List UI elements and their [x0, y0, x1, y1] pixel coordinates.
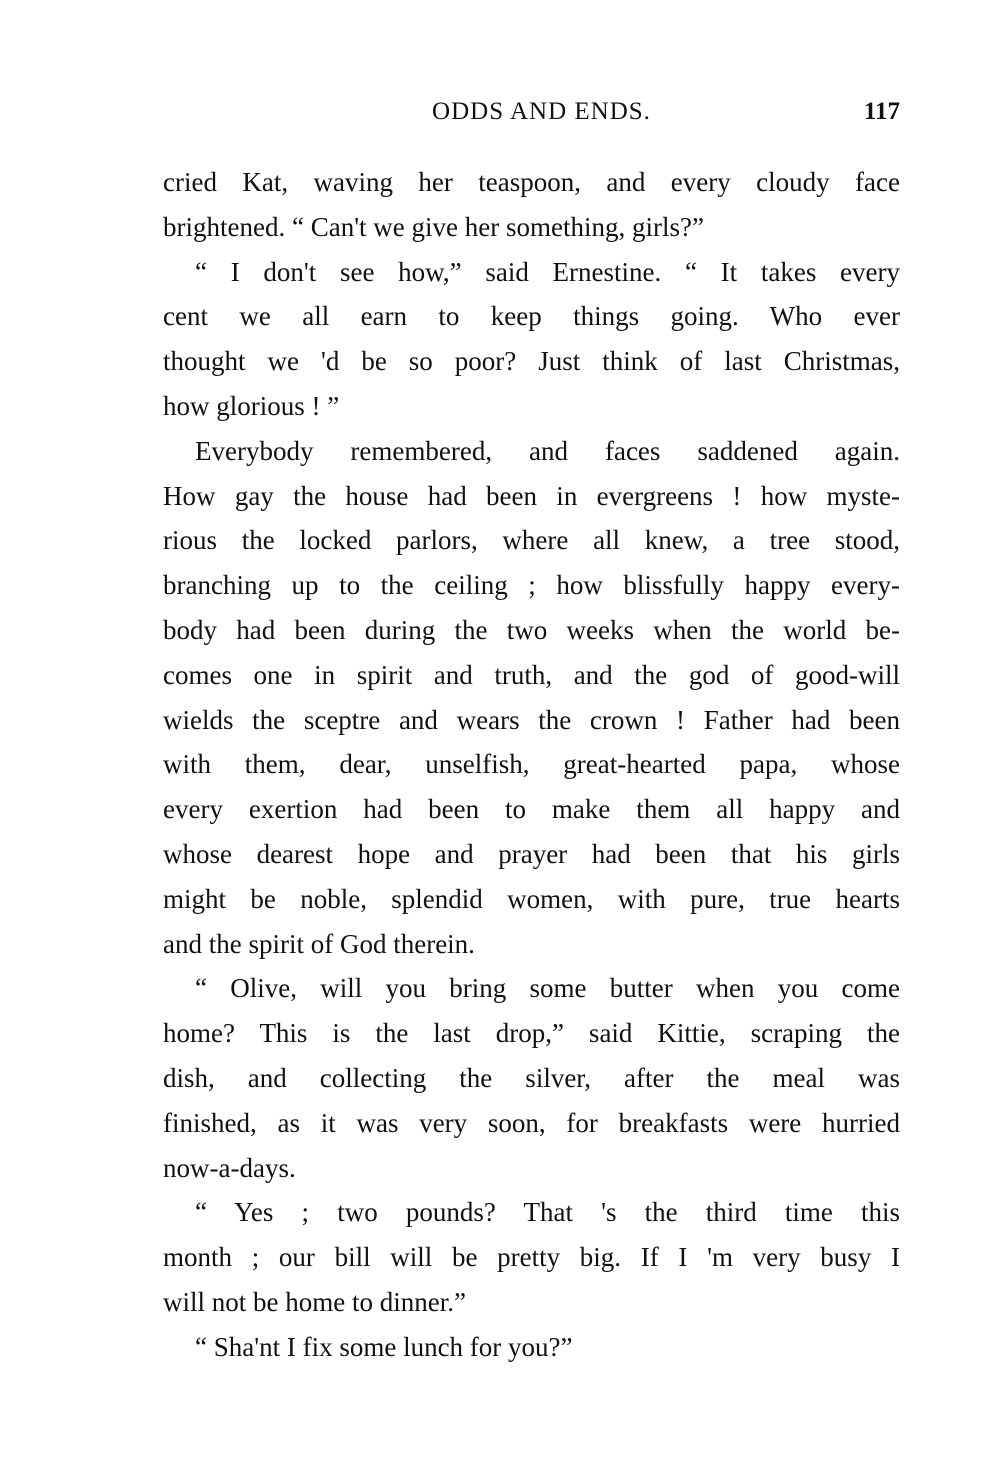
text-line: “ Sha'nt I fix some lunch for you?” [195, 1331, 573, 1362]
paragraph-remembered [163, 429, 900, 967]
text-line: whose dearest hope and prayer had been that his girls [163, 838, 900, 869]
text-line: finished, as it was very soon, for breakfasts were hurried [163, 1107, 900, 1138]
text-line: comes one in spirit and truth, and the god of good-will [163, 659, 900, 690]
text-line: with them, dear, unselfish, great-hearted papa, whose [163, 749, 900, 780]
paragraph-yes [163, 1190, 900, 1324]
text-line: Everybody remembered, and faces saddened again. [195, 435, 900, 466]
text-line: how glorious ! ” [163, 390, 340, 421]
text-line: brightened. “ Can't we give her something, girls?” [163, 211, 704, 242]
text-line: dish, and collecting the silver, after the meal was [163, 1062, 900, 1093]
text-line: “ Yes ; two pounds? That 's the third time this [195, 1197, 900, 1228]
text-line: and the spirit of God therein. [163, 928, 475, 959]
running-head [163, 92, 900, 132]
text-line: “ Olive, will you bring some butter when you come [195, 973, 900, 1004]
running-title: ODDS AND ENDS. [432, 98, 651, 125]
text-line: might be noble, splendid women, with pure, true hearts [163, 883, 900, 914]
text-line: branching up to the ceiling ; how blissfully happy every- [163, 570, 900, 601]
paragraph-ernestine [163, 250, 900, 429]
text-line: thought we 'd be so poor? Just think of last Christmas, [163, 346, 900, 377]
text-line: rious the locked parlors, where all knew, a tree stood, [163, 525, 900, 556]
text-line: How gay the house had been in evergreens ! how myste- [163, 480, 900, 511]
text-line: cried Kat, waving her teaspoon, and every cloudy face [163, 167, 900, 197]
paragraph-lunch [163, 1325, 900, 1370]
body-text [163, 160, 900, 1370]
text-line: “ I don't see how,” said Ernestine. “ It takes every [195, 256, 900, 287]
page-number: 117 [863, 98, 900, 125]
paragraph-continuation [163, 160, 900, 250]
text-line: will not be home to dinner.” [163, 1286, 466, 1317]
text-line: home? This is the last drop,” said Kittie, scraping the [163, 1018, 900, 1049]
text-line: now-a-days. [163, 1152, 296, 1183]
text-line: body had been during the two weeks when the world be- [163, 614, 900, 645]
text-line: month ; our bill will be pretty big. If I 'm very busy I [163, 1242, 900, 1273]
paragraph-olive [163, 966, 900, 1190]
text-line: cent we all earn to keep things going. Who ever [163, 301, 900, 332]
text-line: wields the sceptre and wears the crown ! Father had been [163, 704, 900, 735]
text-line: every exertion had been to make them all happy and [163, 794, 900, 825]
